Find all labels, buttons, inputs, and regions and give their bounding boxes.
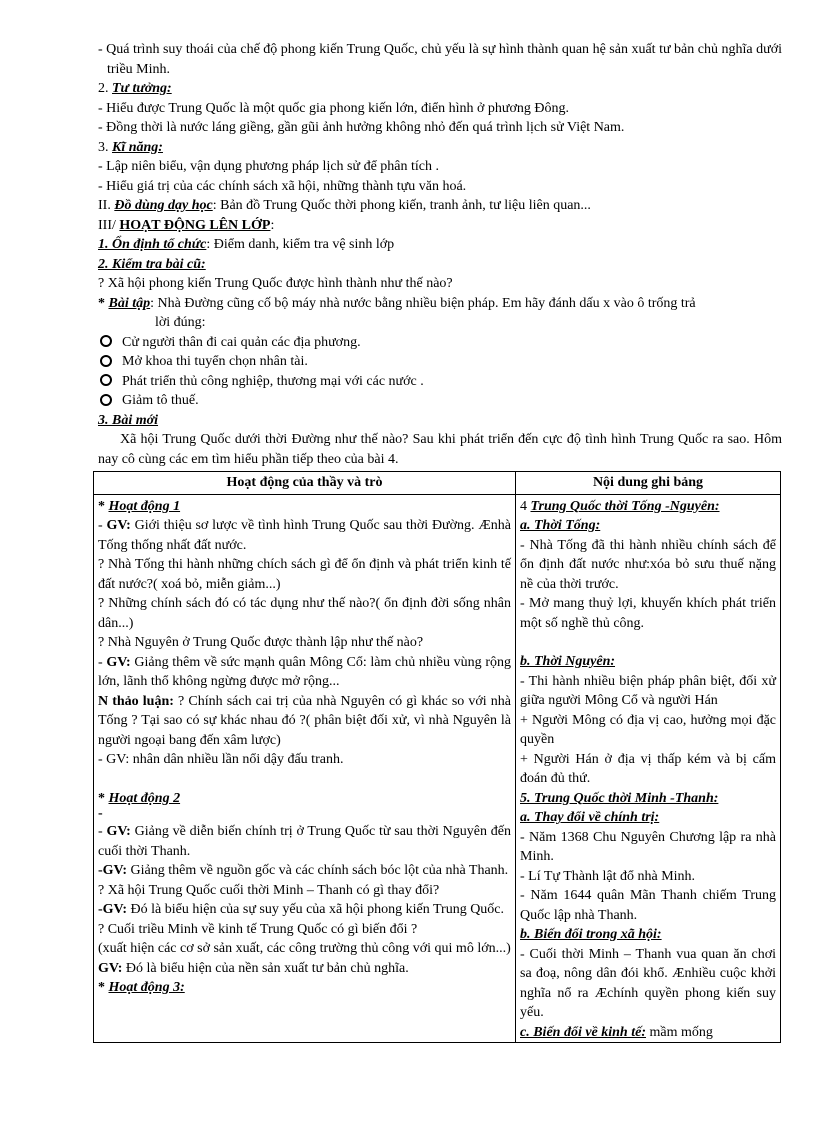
speaker-label: -GV:: [98, 902, 128, 917]
step-1: [98, 235, 782, 255]
step-title: 3. Bài mới: [98, 412, 159, 428]
activity-heading: * Hoạt động 3:: [98, 980, 185, 995]
text: mầm mống: [649, 1024, 713, 1040]
step-title: 1. Ổn định tổ chức: [98, 237, 207, 252]
section-title: Tư tưởng:: [112, 81, 172, 96]
table-row: [94, 494, 781, 1043]
content-text: + Người Hán ở địa vị thấp kém và bị cấm đoán đủ thứ.: [520, 751, 776, 786]
intro-paragraph: Xã hội Trung Quốc dưới thời Đường như thế nào? Sau khi phát triển đến cực độ tình hình Trung Quốc ra sao. Hôm nay cô cùng các em tìm hiểu phần tiếp theo của bài 4.: [98, 432, 782, 467]
column-header: Hoạt động của thầy và trò: [94, 472, 516, 495]
section-heading-ki-nang: [98, 138, 782, 158]
content-heading: [520, 497, 776, 517]
text-line: - Hiểu giá trị của các chính sách xã hội, những thành tựu văn hoá.: [98, 178, 467, 194]
content-heading: 5. Trung Quốc thời Minh -Thanh:: [520, 790, 719, 806]
speaker-label: N thảo luận:: [98, 693, 174, 709]
section-heading-hoat-dong: [98, 216, 782, 236]
option-label: Mở khoa thi tuyển chọn nhân tài.: [122, 354, 308, 369]
speaker-label: -GV:: [98, 863, 128, 878]
text-line: - Hiểu được Trung Quốc là một quốc gia phong kiến lớn, điển hình ở phương Đông.: [98, 100, 569, 116]
document-body: [98, 40, 782, 469]
option-item[interactable]: [98, 372, 782, 392]
text: Giảng thêm về sức mạnh quân Mông Cổ: làm chủ nhiều vùng rộng lớn, lãnh thổ không ngừng được mở rộng...: [98, 654, 511, 689]
heading-title: Trung Quốc thời Tống -Nguyên:: [530, 498, 720, 514]
content-text: - Nhà Tống đã thi hành nhiều chính sách để ổn định đất nước như:xóa bỏ sưu thuế nặng nề của thời trước.: [520, 537, 776, 592]
text: Giới thiệu sơ lược về tình hình Trung Quốc sau thời Đường. Ænhà Tống thống nhất đất nước.: [98, 518, 511, 553]
step-3: [98, 411, 782, 431]
option-item[interactable]: [98, 333, 782, 353]
exercise-line: [98, 294, 782, 314]
option-item[interactable]: [98, 352, 782, 372]
section-number: II.: [98, 198, 111, 213]
subheading: a. Thay đổi về chính trị:: [520, 810, 660, 825]
exercise-line-cont: lời đúng:: [155, 315, 206, 330]
content-text: - Cuối thời Minh – Thanh vua quan ăn chơi sa đoạ, nông dân đói khổ. Ænhiều cuộc khởi nghĩa nổ ra Æchính quyền phong kiến suy yếu.: [520, 946, 776, 1020]
activity-heading: * Hoạt động 1: [98, 498, 181, 514]
text-block: [98, 900, 511, 920]
activity-title: Hoạt động 1: [108, 498, 181, 514]
circle-bullet-icon: [100, 335, 112, 347]
lesson-table: [93, 471, 781, 1043]
answer: (xuất hiện các cơ sở sản xuất, các công trường thủ công với qui mô lớn...): [98, 941, 511, 956]
step-text: : Điểm danh, kiểm tra vệ sinh lớp: [206, 237, 395, 252]
section-colon: :: [270, 217, 275, 233]
section-title: Đồ dùng dạy học: [114, 198, 213, 213]
content-text: - Lí Tự Thành lật đổ nhà Minh.: [520, 868, 696, 884]
circle-bullet-icon: [100, 394, 112, 406]
speaker-label: GV:: [106, 654, 131, 670]
teacher-activities-cell: [94, 494, 516, 1043]
star-marker: *: [98, 295, 105, 311]
option-label: Phát triển thủ công nghiệp, thương mại với các nước .: [122, 373, 424, 389]
text-block: [98, 692, 511, 751]
subheading: a. Thời Tống:: [520, 518, 601, 533]
exercise-text: : Nhà Đường cũng cố bộ máy nhà nước bằng nhiều biện pháp. Em hãy đánh dấu x vào ô trống trả: [150, 295, 696, 311]
content-text: [520, 1023, 776, 1043]
column-header: Nội dung ghi bảng: [516, 472, 781, 495]
board-content-cell: [516, 494, 781, 1043]
heading-number: 4: [520, 498, 527, 514]
section-text: : Bản đồ Trung Quốc thời phong kiến, tranh ảnh, tư liệu liên quan...: [212, 198, 591, 213]
circle-bullet-icon: [100, 374, 112, 386]
section-number: III/: [98, 217, 116, 233]
content-text: - Năm 1368 Chu Nguyên Chương lập ra nhà Minh.: [520, 829, 776, 864]
activity-title: Hoạt động 3:: [108, 980, 185, 995]
text-block: [98, 959, 511, 979]
text-block: - GV: Giảng thêm về sức mạnh quân Mông Cổ: làm chủ nhiều vùng rộng lớn, lãnh thổ không ngừng được mở rộng...: [98, 654, 511, 689]
text: Đó là biểu hiện của sự suy yếu của xã hội phong kiến Trung Quốc.: [130, 902, 505, 917]
subheading: b. Thời Nguyên:: [520, 654, 616, 669]
section-title: HOẠT ĐỘNG LÊN LỚP: [119, 217, 271, 233]
speaker-label: GV:: [106, 824, 131, 839]
section-heading-tu-tuong: [98, 79, 782, 99]
objective-line: - Quá trình suy thoái của chế độ phong kiến Trung Quốc, chủ yếu là sự hình thành quan hệ sản xuất tư bản chủ nghĩa dưới triều Minh.: [98, 42, 782, 77]
exercise-title: Bài tập: [108, 295, 151, 311]
question: ? Xã hội Trung Quốc cuối thời Minh – Thanh có gì thay đổi?: [98, 882, 440, 898]
activity-heading: * Hoạt động 2: [98, 790, 181, 806]
step-title: 2. Kiểm tra bài cũ:: [98, 256, 206, 272]
question: ? Cuối triều Minh về kinh tế Trung Quốc có gì biến đổi ?: [98, 921, 418, 937]
option-label: Giảm tô thuế.: [122, 393, 199, 408]
table-header-row: [94, 472, 781, 495]
subheading: c. Biến đổi về kinh tế:: [520, 1024, 646, 1040]
question: ? Nhà Nguyên ở Trung Quốc được thành lập như thế nào?: [98, 635, 424, 650]
text: Giảng về diễn biến chính trị ở Trung Quốc từ sau thời Nguyên đến cuối thời Thanh.: [98, 824, 511, 859]
content-text: - Năm 1644 quân Mãn Thanh chiếm Trung Quốc lập nhà Thanh.: [520, 888, 776, 923]
speaker-label: GV:: [98, 960, 123, 976]
question: ? Những chính sách đó có tác dụng như thế nào?( ổn định đời sống nhân dân...): [98, 596, 511, 631]
text: Giảng thêm về nguồn gốc và các chính sách bóc lột của nhà Thanh.: [130, 863, 509, 878]
option-label: Cử người thân đi cai quản các địa phương.: [122, 334, 361, 350]
dash-marker: -: [98, 806, 103, 821]
text: ? Chính sách cai trị của nhà Nguyên có gì khác so với nhà Tống ? Tại sao có sự khác nhau đó ?( phân biệt đối xử, vì nhà Nguyên là người ngoại bang đến xâm lược): [98, 693, 512, 748]
option-item[interactable]: [98, 391, 782, 411]
circle-bullet-icon: [100, 355, 112, 367]
section-heading-do-dung: [98, 196, 782, 216]
section-title: Kĩ năng:: [112, 139, 163, 155]
text: Đó là biểu hiện của nền sản xuất tư bản chủ nghĩa.: [125, 960, 409, 976]
question: ? Nhà Tống thi hành những chích sách gì để ổn định và phát triển kinh tế đất nước?( xoá bỏ, miễn giảm...): [98, 557, 511, 592]
text-block: - GV: nhân dân nhiều lần nổi dậy đấu tranh.: [98, 752, 344, 767]
content-text: - Mở mang thuỷ lợi, khuyến khích phát triển một số nghề thủ công.: [520, 596, 776, 631]
text-block: [98, 861, 511, 881]
text-block: - GV: Giảng về diễn biến chính trị ở Trung Quốc từ sau thời Nguyên đến cuối thời Thanh.: [98, 824, 511, 859]
speaker-label: GV:: [106, 518, 131, 533]
text-block: - GV: Giới thiệu sơ lược về tình hình Trung Quốc sau thời Đường. Ænhà Tống thống nhất đất nước.: [98, 518, 511, 553]
content-text: + Người Mông có địa vị cao, hưởng mọi đặc quyền: [520, 712, 776, 747]
content-text: - Thi hành nhiều biện pháp phân biệt, đối xử giữa người Mông Cổ và người Hán: [520, 673, 776, 708]
section-number: 3.: [98, 139, 109, 155]
activity-title: Hoạt động 2: [108, 790, 181, 806]
question-line: ? Xã hội phong kiến Trung Quốc được hình thành như thế nào?: [98, 276, 453, 291]
subheading: b. Biến đổi trong xã hội:: [520, 927, 662, 942]
step-2: [98, 255, 782, 275]
text-line: - Đồng thời là nước láng giềng, gần gũi ảnh hưởng không nhỏ đến quá trình lịch sử Việt Nam.: [98, 120, 625, 135]
section-number: 2.: [98, 81, 109, 96]
text-line: - Lập niên biểu, vận dụng phương pháp lịch sử để phân tích .: [98, 159, 440, 174]
